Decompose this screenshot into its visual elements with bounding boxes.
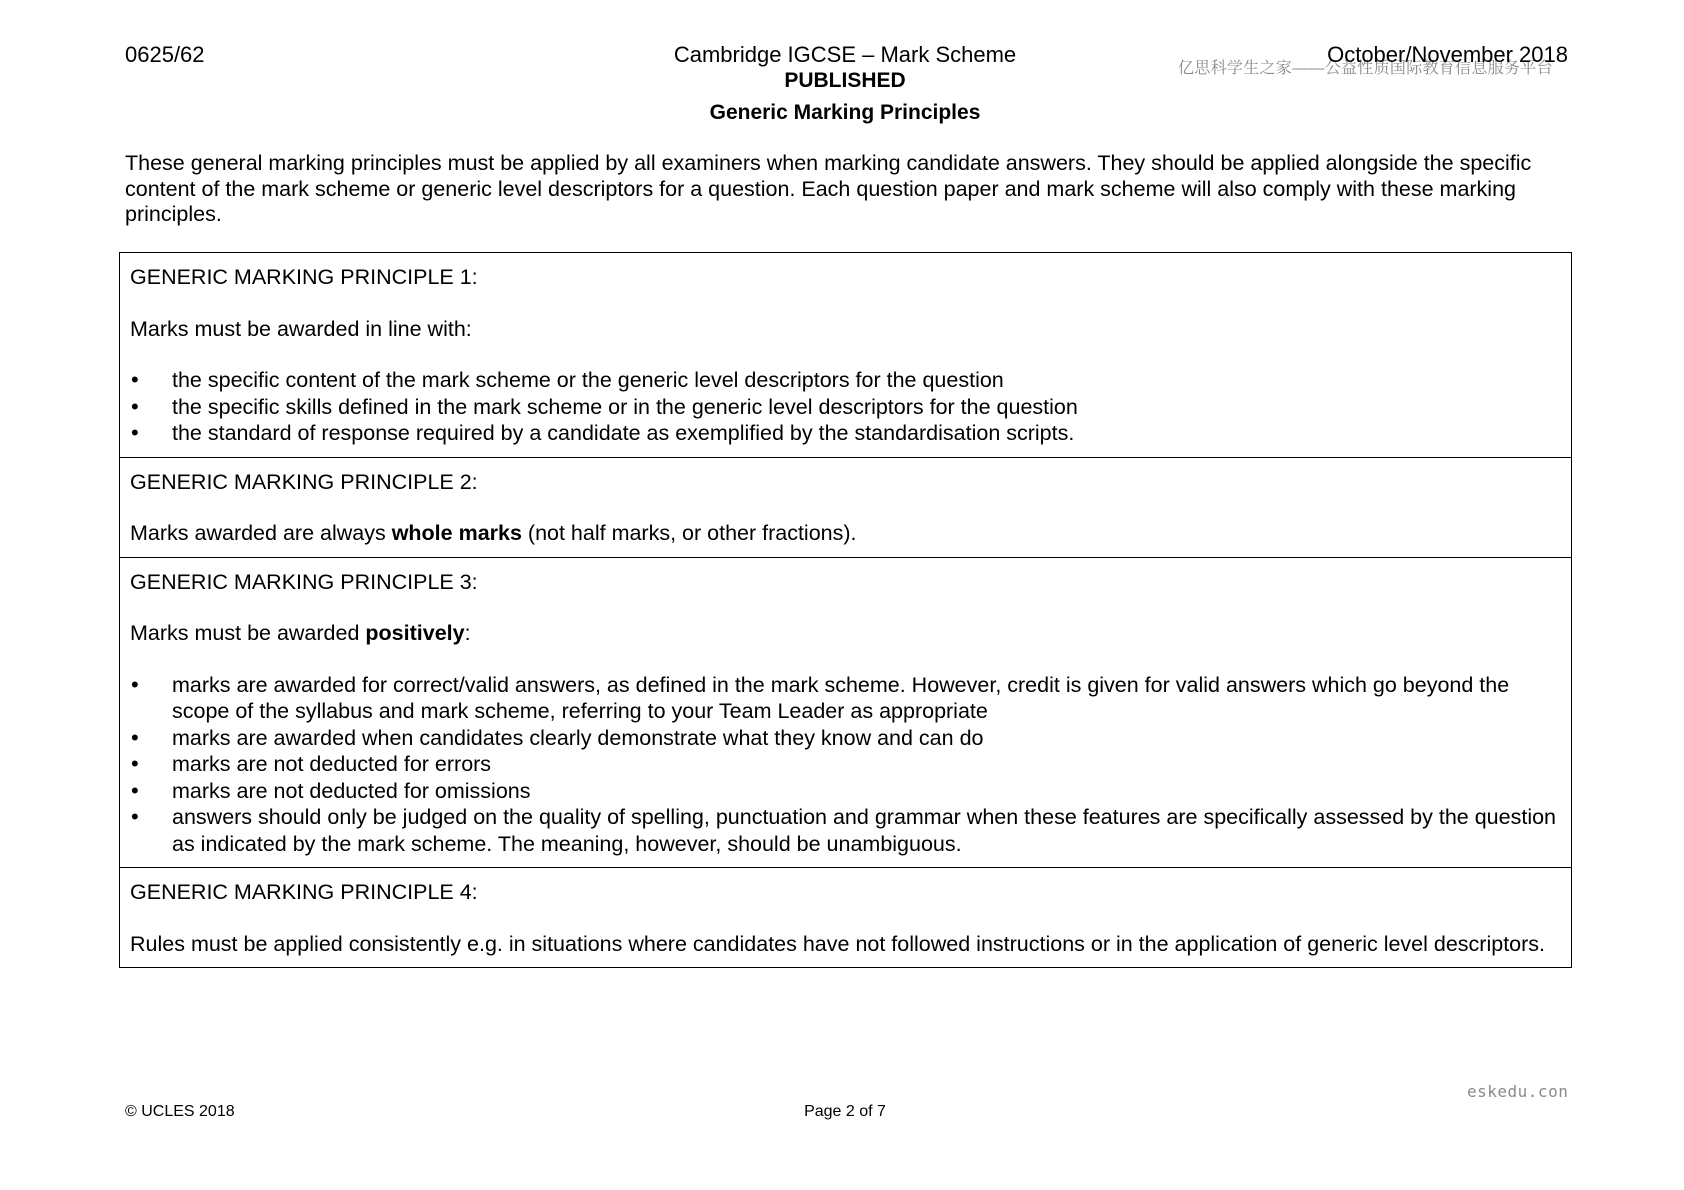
bullet-item: • marks are awarded when candidates clearly demonstrate what they know and can do bbox=[130, 725, 1561, 752]
copyright-notice: © UCLES 2018 bbox=[125, 1103, 235, 1120]
published-label: PUBLISHED bbox=[784, 69, 906, 92]
bullet-item: • marks are not deducted for errors bbox=[130, 751, 1561, 778]
paper-code: 0625/62 bbox=[125, 42, 205, 67]
principle-title: GENERIC MARKING PRINCIPLE 1: bbox=[130, 265, 478, 289]
intro-text: (not half marks, or other fractions). bbox=[521, 521, 857, 545]
intro-text: : bbox=[464, 621, 471, 645]
document-title: Cambridge IGCSE – Mark Scheme bbox=[673, 42, 1017, 67]
principle-intro: Rules must be applied consistently e.g. in situations where candidates have not followed instructions or in the application of generic level descriptors. bbox=[130, 931, 1546, 956]
page-number: Page 2 of 7 bbox=[804, 1103, 886, 1120]
principles-table bbox=[119, 252, 1572, 968]
intro-emphasis: whole marks bbox=[391, 521, 522, 545]
principle-title: GENERIC MARKING PRINCIPLE 2: bbox=[130, 469, 478, 494]
exam-session: October/November 2018 bbox=[1327, 42, 1568, 67]
bullet-item: • the specific skills defined in the mark scheme or in the generic level descriptors for the question bbox=[130, 394, 1561, 421]
section-title: Generic Marking Principles bbox=[709, 101, 981, 124]
intro-text: Marks must be awarded bbox=[130, 621, 366, 645]
principle-2 bbox=[120, 457, 1571, 557]
principle-1 bbox=[120, 253, 1571, 457]
principle-title: GENERIC MARKING PRINCIPLE 3: bbox=[130, 569, 478, 594]
bullet-item: • answers should only be judged on the quality of spelling, punctuation and grammar when these features are specifically assessed by the question as indicated by the mark scheme. The meaning, however, should be unambiguous. bbox=[130, 804, 1561, 857]
bullet-item: • marks are not deducted for omissions bbox=[130, 778, 1561, 805]
intro-emphasis: positively bbox=[365, 621, 465, 645]
principle-bullet-list bbox=[130, 672, 1561, 858]
principle-title: GENERIC MARKING PRINCIPLE 4: bbox=[130, 880, 478, 904]
bullet-item: • the specific content of the mark scheme or the generic level descriptors for the question bbox=[130, 367, 1561, 394]
principle-intro bbox=[130, 520, 1561, 547]
principle-4 bbox=[120, 867, 1571, 967]
bullet-item: • the standard of response required by a candidate as exemplified by the standardisation scripts. bbox=[130, 420, 1561, 447]
intro-paragraph: These general marking principles must be applied by all examiners when marking candidate answers. They should be applied alongside the specific content of the mark scheme or generic level descriptors for a question. Each question paper and mark scheme will also comply with these marking principles. bbox=[125, 151, 1532, 226]
watermark-footer: eskedu.con bbox=[1467, 1082, 1569, 1101]
principle-intro bbox=[130, 620, 1561, 647]
bullet-item: • marks are awarded for correct/valid answers, as defined in the mark scheme. However, credit is given for valid answers which go beyond the scope of the syllabus and mark scheme, referring to your Team Leader as appropriate bbox=[130, 672, 1561, 725]
principle-intro: Marks must be awarded in line with: bbox=[130, 316, 472, 341]
principle-bullet-list bbox=[130, 367, 1561, 447]
watermark-text: 亿思科学生之家——公益性质国际教育信息服务平台 bbox=[1178, 60, 1553, 77]
intro-text: Marks awarded are always bbox=[130, 521, 392, 545]
principle-3 bbox=[120, 557, 1571, 868]
